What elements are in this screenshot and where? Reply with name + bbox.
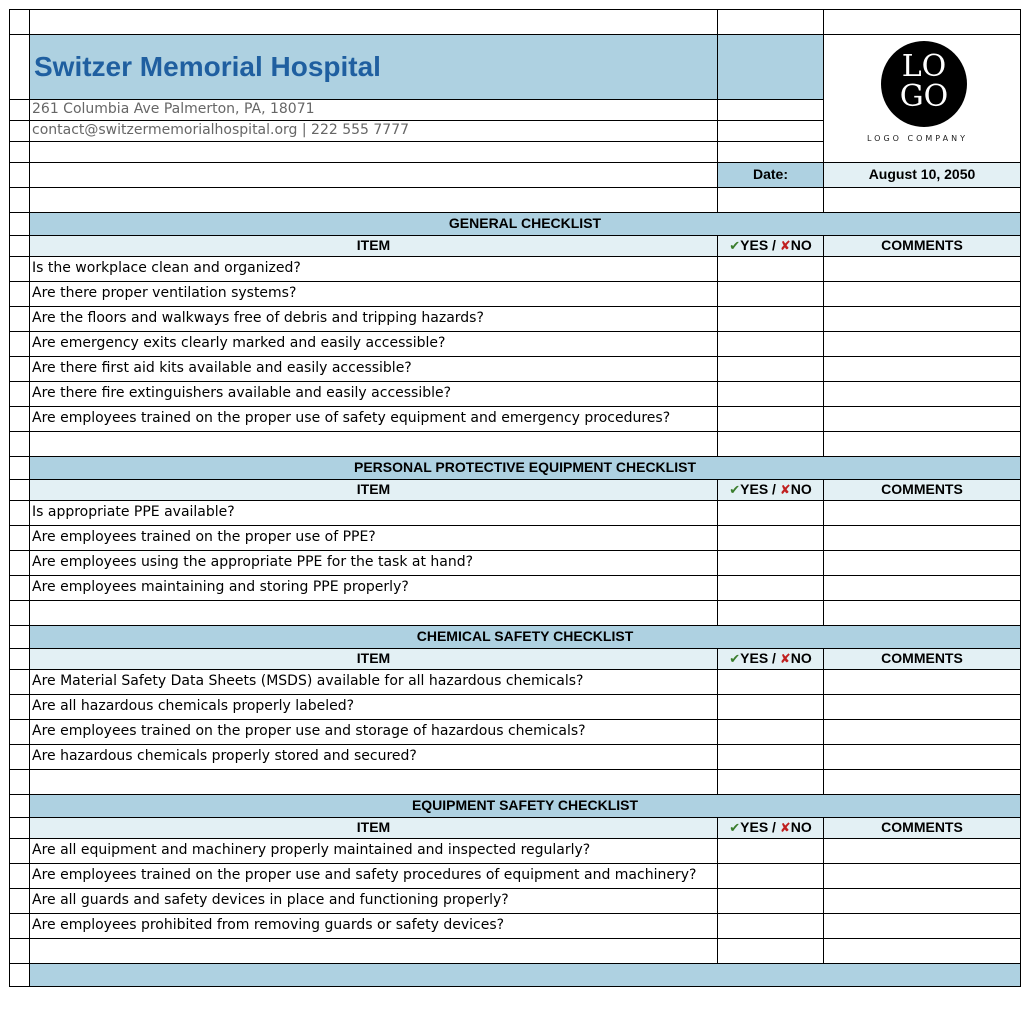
yes-no-cell[interactable]: [718, 282, 824, 307]
date-value[interactable]: August 10, 2050: [824, 163, 1021, 188]
logo-cell: [824, 35, 1021, 163]
address-text: 261 Columbia Ave Palmerton, PA, 18071: [30, 100, 718, 121]
check-icon: ✔: [729, 482, 741, 498]
comments-cell[interactable]: [824, 889, 1021, 914]
checklist-row: [10, 576, 1021, 601]
section-title: GENERAL CHECKLIST: [30, 213, 1021, 236]
logo-caption: LOGO COMPANY: [867, 134, 968, 143]
comments-cell[interactable]: [824, 576, 1021, 601]
checklist-item-text: Are there proper ventilation systems?: [30, 282, 718, 307]
yes-no-header: [718, 818, 824, 839]
checklist-row: [10, 864, 1021, 889]
checklist-item-text: Are all guards and safety devices in place and functioning properly?: [30, 889, 718, 914]
section-title-row: [10, 795, 1021, 818]
spacer-row: [10, 770, 1021, 795]
comments-header: COMMENTS: [824, 236, 1021, 257]
checklist-row: [10, 695, 1021, 720]
checklist-row: [10, 357, 1021, 382]
checklist-item-text: Is the workplace clean and organized?: [30, 257, 718, 282]
comments-cell[interactable]: [824, 407, 1021, 432]
comments-cell[interactable]: [824, 695, 1021, 720]
checklist-item-text: Are there fire extinguishers available and easily accessible?: [30, 382, 718, 407]
yes-no-cell[interactable]: [718, 526, 824, 551]
comments-cell[interactable]: [824, 357, 1021, 382]
comments-header: COMMENTS: [824, 480, 1021, 501]
no-label: NO: [790, 819, 812, 836]
yes-no-cell[interactable]: [718, 357, 824, 382]
checklist-item-text: Are employees prohibited from removing guards or safety devices?: [30, 914, 718, 939]
checklist-item-text: Are hazardous chemicals properly stored and secured?: [30, 745, 718, 770]
item-header: ITEM: [30, 818, 718, 839]
column-header-row: [10, 649, 1021, 670]
yes-no-header: [718, 480, 824, 501]
section-title-row: [10, 626, 1021, 649]
separator: /: [768, 237, 780, 254]
spacer-row: [10, 601, 1021, 626]
checklist-row: [10, 501, 1021, 526]
checklist-row: [10, 526, 1021, 551]
yes-no-cell[interactable]: [718, 407, 824, 432]
yes-label: YES: [740, 481, 769, 498]
cross-icon: ✘: [779, 820, 791, 836]
column-header-row: [10, 236, 1021, 257]
checklist-row: [10, 889, 1021, 914]
check-icon: ✔: [729, 820, 741, 836]
yes-no-cell[interactable]: [718, 332, 824, 357]
spacer-row: [10, 10, 1021, 35]
checklist-item-text: Are the floors and walkways free of debris and tripping hazards?: [30, 307, 718, 332]
yes-no-cell[interactable]: [718, 864, 824, 889]
yes-label: YES: [740, 237, 769, 254]
date-row: [10, 163, 1021, 188]
yes-no-cell[interactable]: [718, 382, 824, 407]
contact-text: contact@switzermemorialhospital.org | 222 555 7777: [30, 121, 718, 142]
checklist-item-text: Are employees trained on the proper use and safety procedures of equipment and machinery?: [30, 864, 718, 889]
checklist-row: [10, 670, 1021, 695]
comments-cell[interactable]: [824, 526, 1021, 551]
checklist-item-text: Are employees maintaining and storing PPE properly?: [30, 576, 718, 601]
comments-cell[interactable]: [824, 551, 1021, 576]
comments-cell[interactable]: [824, 745, 1021, 770]
item-header: ITEM: [30, 480, 718, 501]
comments-cell[interactable]: [824, 382, 1021, 407]
comments-header: COMMENTS: [824, 649, 1021, 670]
yes-no-header: [718, 649, 824, 670]
checklist-item-text: Are employees trained on the proper use of safety equipment and emergency procedures?: [30, 407, 718, 432]
yes-label: YES: [740, 650, 769, 667]
section-title-row: [10, 964, 1021, 987]
cross-icon: ✘: [779, 238, 791, 254]
no-label: NO: [790, 237, 812, 254]
yes-no-cell[interactable]: [718, 551, 824, 576]
separator: /: [768, 819, 780, 836]
comments-cell[interactable]: [824, 257, 1021, 282]
checklist-row: [10, 332, 1021, 357]
cross-icon: ✘: [779, 482, 791, 498]
checklist-row: [10, 257, 1021, 282]
separator: /: [768, 650, 780, 667]
no-label: NO: [790, 481, 812, 498]
yes-no-cell[interactable]: [718, 745, 824, 770]
item-header: ITEM: [30, 236, 718, 257]
title-row: [10, 35, 1021, 100]
checklist-row: [10, 839, 1021, 864]
checklist-row: [10, 282, 1021, 307]
checklist-sheet: [9, 9, 1021, 987]
checklist-item-text: Are Material Safety Data Sheets (MSDS) available for all hazardous chemicals?: [30, 670, 718, 695]
comments-cell[interactable]: [824, 332, 1021, 357]
comments-cell[interactable]: [824, 307, 1021, 332]
column-header-row: [10, 818, 1021, 839]
column-header-row: [10, 480, 1021, 501]
checklist-item-text: Are employees trained on the proper use of PPE?: [30, 526, 718, 551]
checklist-row: [10, 745, 1021, 770]
checklist-item-text: Are all hazardous chemicals properly labeled?: [30, 695, 718, 720]
section-title: EQUIPMENT SAFETY CHECKLIST: [30, 795, 1021, 818]
section-title-row: [10, 213, 1021, 236]
yes-no-cell[interactable]: [718, 307, 824, 332]
spacer-row: [10, 432, 1021, 457]
spacer-row: [10, 939, 1021, 964]
checklist-row: [10, 407, 1021, 432]
checklist-item-text: Is appropriate PPE available?: [30, 501, 718, 526]
check-icon: ✔: [729, 238, 741, 254]
comments-cell[interactable]: [824, 720, 1021, 745]
yes-no-cell[interactable]: [718, 695, 824, 720]
yes-no-cell[interactable]: [718, 576, 824, 601]
item-header: ITEM: [30, 649, 718, 670]
logo-icon: LO GO: [881, 41, 967, 127]
checklist-row: [10, 551, 1021, 576]
checklist-item-text: Are employees using the appropriate PPE for the task at hand?: [30, 551, 718, 576]
comments-header: COMMENTS: [824, 818, 1021, 839]
section-title-row: [10, 457, 1021, 480]
checklist-row: [10, 720, 1021, 745]
checklist-item-text: Are emergency exits clearly marked and easily accessible?: [30, 332, 718, 357]
checklist-row: [10, 914, 1021, 939]
section-title: CHEMICAL SAFETY CHECKLIST: [30, 626, 1021, 649]
yes-no-cell[interactable]: [718, 257, 824, 282]
checklist-item-text: Are there first aid kits available and easily accessible?: [30, 357, 718, 382]
separator: /: [768, 481, 780, 498]
yes-no-cell[interactable]: [718, 889, 824, 914]
cross-icon: ✘: [779, 651, 791, 667]
comments-cell[interactable]: [824, 914, 1021, 939]
comments-cell[interactable]: [824, 501, 1021, 526]
no-label: NO: [790, 650, 812, 667]
hospital-name: Switzer Memorial Hospital: [34, 50, 381, 82]
yes-no-cell[interactable]: [718, 501, 824, 526]
checklist-item-text: Are all equipment and machinery properly maintained and inspected regularly?: [30, 839, 718, 864]
yes-no-cell[interactable]: [718, 720, 824, 745]
yes-no-cell[interactable]: [718, 839, 824, 864]
checklist-item-text: Are employees trained on the proper use and storage of hazardous chemicals?: [30, 720, 718, 745]
section-title: PERSONAL PROTECTIVE EQUIPMENT CHECKLIST: [30, 457, 1021, 480]
checklist-row: [10, 382, 1021, 407]
spacer-row: [10, 188, 1021, 213]
yes-no-cell[interactable]: [718, 914, 824, 939]
hospital-name-cell[interactable]: [30, 35, 718, 100]
check-icon: ✔: [729, 651, 741, 667]
comments-cell[interactable]: [824, 670, 1021, 695]
comments-cell[interactable]: [824, 839, 1021, 864]
checklist-row: [10, 307, 1021, 332]
yes-no-header: [718, 236, 824, 257]
comments-cell[interactable]: [824, 282, 1021, 307]
date-label: Date:: [718, 163, 824, 188]
yes-no-cell[interactable]: [718, 670, 824, 695]
yes-label: YES: [740, 819, 769, 836]
comments-cell[interactable]: [824, 864, 1021, 889]
